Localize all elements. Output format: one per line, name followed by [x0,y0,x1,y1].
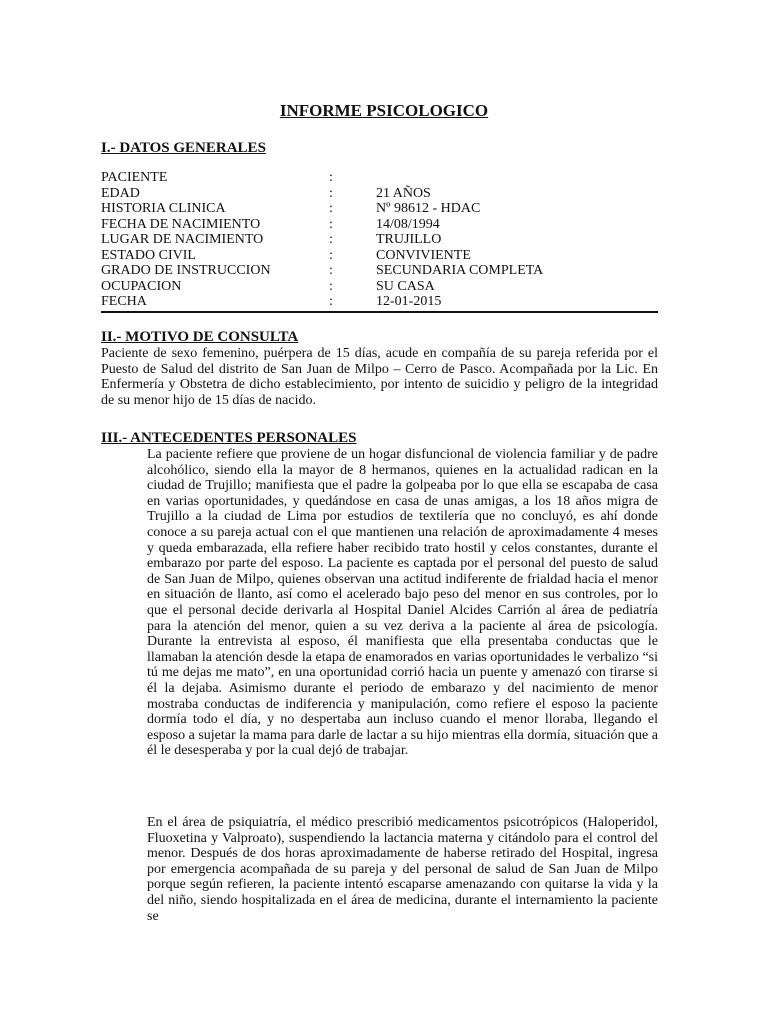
datos-separator: : [329,263,333,278]
datos-row-paciente [101,170,661,186]
datos-label: OCUPACION [101,279,182,294]
datos-value: TRUJILLO [376,232,442,247]
datos-separator: : [329,201,333,216]
datos-value: Nº 98612 - HDAC [376,201,481,216]
section-divider [101,311,658,313]
datos-separator: : [329,248,333,263]
motivo-consulta-text: Paciente de sexo femenino, puérpera de 15 días, acude en compañía de su pareja referida por el Puesto de Salud del distrito de San Juan de Milpo – Cerro de Pasco. Acompañada por la Lic. En Enfermería y Obstetra de dicho establecimiento, por intento de suicidio y peligro de la integridad de su menor hijo de 15 días de nacido. [101,346,658,408]
datos-row-fecha [101,294,661,310]
datos-value: CONVIVIENTE [376,248,471,263]
datos-label: PACIENTE [101,170,168,185]
datos-separator: : [329,294,333,309]
datos-label: LUGAR DE NACIMIENTO [101,232,264,247]
datos-value: 12-01-2015 [376,294,442,309]
datos-value: 14/08/1994 [376,217,440,232]
datos-row-estado-civil [101,248,661,264]
datos-value: SU CASA [376,279,435,294]
datos-label: FECHA [101,294,147,309]
section-heading-datos-generales: I.- DATOS GENERALES [101,140,266,156]
datos-value: 21 AÑOS [376,186,431,201]
datos-separator: : [329,217,333,232]
datos-row-ocupacion [101,279,661,295]
datos-separator: : [329,186,333,201]
datos-separator: : [329,232,333,247]
datos-separator: : [329,279,333,294]
datos-row-fecha-nacimiento [101,217,661,233]
datos-row-edad [101,186,661,202]
section-heading-motivo-consulta: II.- MOTIVO DE CONSULTA [101,329,299,345]
datos-row-grado-instruccion [101,263,661,279]
datos-value: SECUNDARIA COMPLETA [376,263,544,278]
datos-separator: : [329,170,333,185]
datos-label: ESTADO CIVIL [101,248,196,263]
datos-label: HISTORIA CLINICA [101,201,226,216]
document-title: INFORME PSICOLOGICO [279,101,489,120]
datos-label: GRADO DE INSTRUCCION [101,263,271,278]
section-heading-antecedentes: III.- ANTECEDENTES PERSONALES [101,430,357,446]
datos-label: FECHA DE NACIMIENTO [101,217,261,232]
datos-label: EDAD [101,186,140,201]
antecedentes-paragraph: En el área de psiquiatría, el médico prescribió medicamentos psicotrópicos (Haloperidol, Fluoxetina y Valproato), suspendiendo la lactancia materna y citándolo para el control del menor. Después de dos horas aproximadamente de haberse retirado del Hospital, ingresa por emergencia acompañada de su pareja y del personal de salud de San Juan de Milpo porque según refieren, la paciente intentó escaparse amenazando con quitarse la vida y la del niño, siendo hospitalizada en el área de medicina, durante el internamiento la paciente se [147,815,658,924]
antecedentes-paragraph: La paciente refiere que proviene de un hogar disfuncional de violencia familiar y de padre alcohólico, siendo ella la mayor de 8 hermanos, quienes en la actualidad radican en la ciudad de Trujillo; manifiesta que el padre la golpeaba por lo que ella se escapaba de casa en varias oportunidades, y quedándose en casa de unas amigas, a los 18 años migra de Trujillo a la ciudad de Lima por estudios de textilería que no concluyó, es ahí donde conoce a su pareja actual con el que mantienen una relación de aproximadamente 4 meses y queda embarazada, ella refiere haber recibido trato hostil y celos constantes, durante el embarazo por parte del esposo. La paciente es captada por el personal del puesto de salud de San Juan de Milpo, quienes observan una actitud indiferente de frialdad hacia el menor en situación de llanto, así como el acelerado bajo peso del menor en sus controles, por lo que el personal decide derivarla al Hospital Daniel Alcides Carrión al área de pediatría para la atención del menor, quien a su vez deriva a la paciente al área de psicología. Durante la entrevista al esposo, él manifiesta que ella presentaba conductas que le llamaban la atención desde la etapa de enamorados en varias oportunidades le verbalizo “si tú me dejas me mato”, en una oportunidad corrió hacia un puente y amenazó con tirarse si él la dejaba. Asimismo durante el periodo de embarazo y del nacimiento de menor mostraba conductas de indiferencia y manipulación, como refiere el esposo la paciente dormía todo el día, y no despertaba aun incluso cuando el menor lloraba, llegando el esposo a sujetar la mama para darle de lactar a su hijo mientras ella dormía, situación que a él le desesperaba y por la cual dejó de trabajar. [147,447,658,759]
datos-row-lugar-nacimiento [101,232,661,248]
datos-row-historia-clinica [101,201,661,217]
